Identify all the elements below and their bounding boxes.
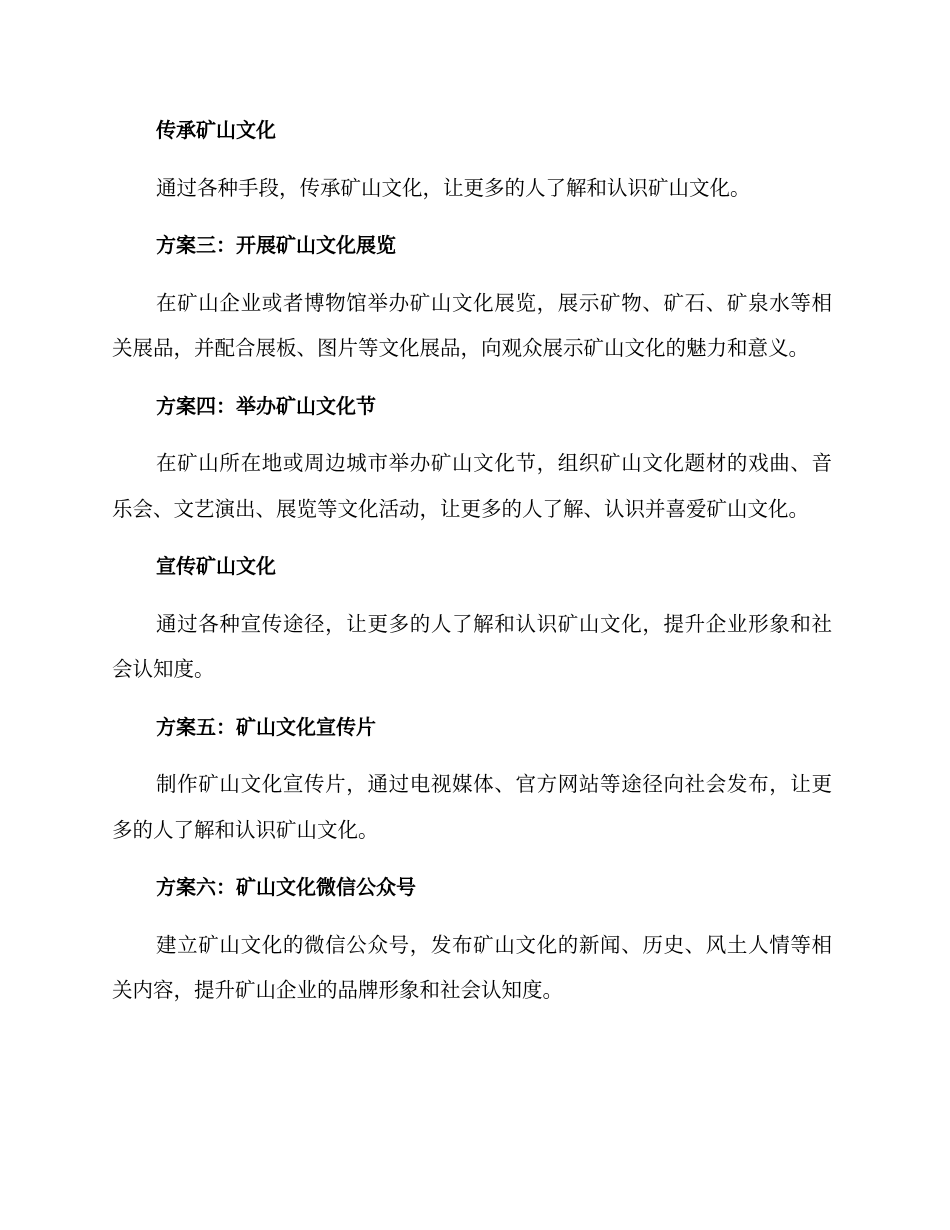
plan-three-heading: 方案三：开展矿山文化展览 — [156, 233, 396, 257]
plan-four-paragraph: 在矿山所在地或周边城市举办矿山文化节，组织矿山文化题材的戏曲、音乐会、文艺演出、展览等文化活动，让更多的人了解、认识并喜爱矿山文化。 — [112, 451, 832, 521]
section-heading-promote: 宣传矿山文化 — [156, 554, 276, 578]
plan-five-heading: 方案五：矿山文化宣传片 — [156, 714, 376, 739]
paragraph-inherit: 通过各种手段，传承矿山文化，让更多的人了解和认识矿山文化。 — [156, 175, 751, 200]
paragraph-promote: 通过各种宣传途径，让更多的人了解和认识矿山文化，提升企业形象和社会认知度。 — [112, 611, 832, 681]
plan-four-heading: 方案四：举办矿山文化节 — [156, 393, 376, 418]
plan-three-paragraph: 在矿山企业或者博物馆举办矿山文化展览，展示矿物、矿石、矿泉水等相关展品，并配合展板、图片等文化展品，向观众展示矿山文化的魅力和意义。 — [112, 290, 832, 360]
plan-six-paragraph: 建立矿山文化的微信公众号，发布矿山文化的新闻、历史、风土人情等相关内容，提升矿山企业的品牌形象和社会认知度。 — [112, 932, 832, 1002]
document-body — [112, 108, 832, 1026]
plan-six-heading: 方案六：矿山文化微信公众号 — [156, 875, 416, 899]
plan-five-paragraph: 制作矿山文化宣传片，通过电视媒体、官方网站等途径向社会发布，让更多的人了解和认识矿山文化。 — [112, 772, 832, 842]
section-heading-inherit: 传承矿山文化 — [156, 118, 276, 142]
